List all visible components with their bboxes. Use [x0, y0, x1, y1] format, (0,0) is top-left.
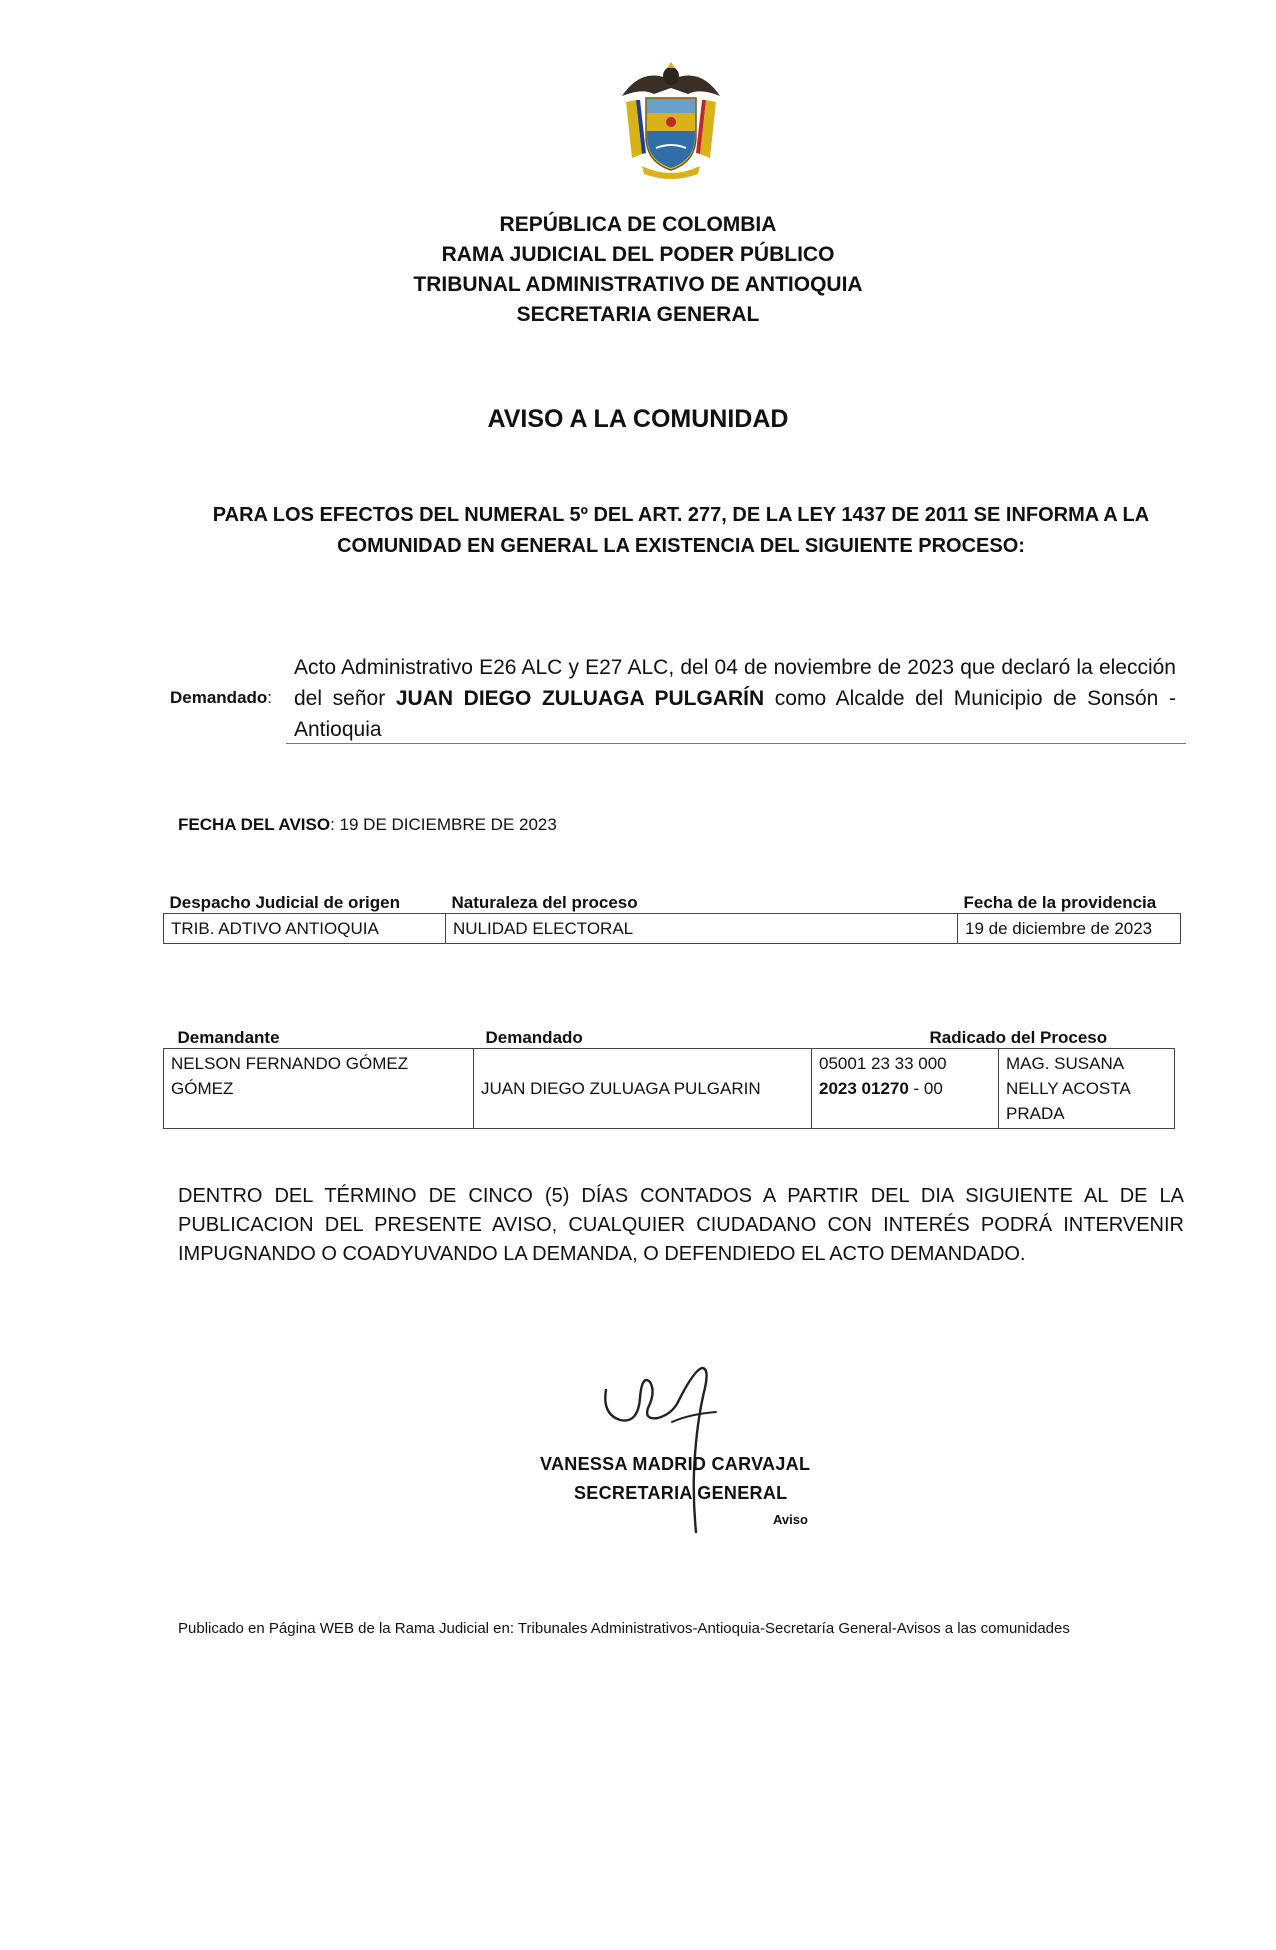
closing-paragraph: DENTRO DEL TÉRMINO DE CINCO (5) DÍAS CONTADOS A PARTIR DEL DIA SIGUIENTE AL DE LA PUBLICACION DEL PRESENTE AVISO, CUALQUIER CIUDADANO CON INTERÉS PODRÁ INTERVENIR IMPUGNANDO O COADYUVANDO LA DEMANDA, O DEFENDIEDO EL ACTO DEMANDADO.: [178, 1185, 1184, 1265]
table2-cell-defendant: JUAN DIEGO ZULUAGA PULGARIN: [474, 1049, 812, 1129]
table2-cell-radicado: 05001 23 33 000 2023 01270 - 00: [812, 1049, 999, 1129]
handwritten-signature-icon: [598, 1362, 758, 1534]
header-secretariat: SECRETARIA GENERAL: [516, 303, 760, 326]
notice-date-value: 19 DE DICIEMBRE DE 2023: [339, 815, 557, 834]
table1-header-date: Fecha de la providencia: [963, 893, 1157, 912]
signature-note: Aviso: [773, 1512, 808, 1527]
table1-cell-origin: TRIB. ADTIVO ANTIOQUIA: [164, 914, 446, 944]
table2-cell-magistrate: MAG. SUSANA NELLY ACOSTA PRADA: [999, 1049, 1175, 1129]
table2-cell-plaintiff: NELSON FERNANDO GÓMEZ GÓMEZ: [164, 1049, 474, 1129]
footer-publication-note: Publicado en Página WEB de la Rama Judicial en: Tribunales Administrativos-Antioquia-Secretaría General-Avisos a las comunidades: [178, 1620, 1070, 1637]
defendant-underline: [286, 743, 1186, 744]
signer-role: SECRETARIA GENERAL: [574, 1483, 788, 1503]
notice-title: AVISO A LA COMUNIDAD: [487, 405, 789, 433]
table-row: [164, 914, 1181, 944]
table2-header-radicado: Radicado del Proceso: [929, 1028, 1108, 1047]
notice-date: FECHA DEL AVISO: 19 DE DICIEMBRE DE 2023: [178, 815, 557, 834]
coat-of-arms-icon: [612, 58, 730, 182]
process-info-table: [163, 887, 1181, 944]
table1-cell-date: 19 de diciembre de 2023: [958, 914, 1181, 944]
table2-header-plaintiff: Demandante: [177, 1028, 280, 1047]
table1-header-nature: Naturaleza del proceso: [451, 893, 638, 912]
defendant-label: Demandado:: [170, 688, 273, 707]
table1-header-origin: Despacho Judicial de origen: [169, 893, 401, 912]
header-branch: RAMA JUDICIAL DEL PODER PÚBLICO: [441, 243, 835, 266]
parties-table: [163, 1022, 1175, 1129]
defendant-description: Acto Administrativo E26 ALC y E27 ALC, del 04 de noviembre de 2023 que declaró la elección del señor JUAN DIEGO ZULUAGA PULGARÍN como Alcalde del Municipio de Sonsón - Antioquia: [294, 656, 1176, 741]
signer-name: VANESSA MADRID CARVAJAL: [540, 1454, 811, 1474]
intro-paragraph: PARA LOS EFECTOS DEL NUMERAL 5º DEL ART. 277, DE LA LEY 1437 DE 2011 SE INFORMA A LA COMUNIDAD EN GENERAL LA EXISTENCIA DEL SIGUIENTE PROCESO:: [212, 504, 1150, 557]
table2-header-defendant: Demandado: [485, 1028, 583, 1047]
notice-date-label: FECHA DEL AVISO: [178, 815, 331, 834]
header-tribunal: TRIBUNAL ADMINISTRATIVO DE ANTIOQUIA: [413, 273, 863, 296]
table-row: [164, 1049, 1175, 1129]
header-country: REPÚBLICA DE COLOMBIA: [499, 213, 777, 236]
table1-cell-nature: NULIDAD ELECTORAL: [446, 914, 958, 944]
